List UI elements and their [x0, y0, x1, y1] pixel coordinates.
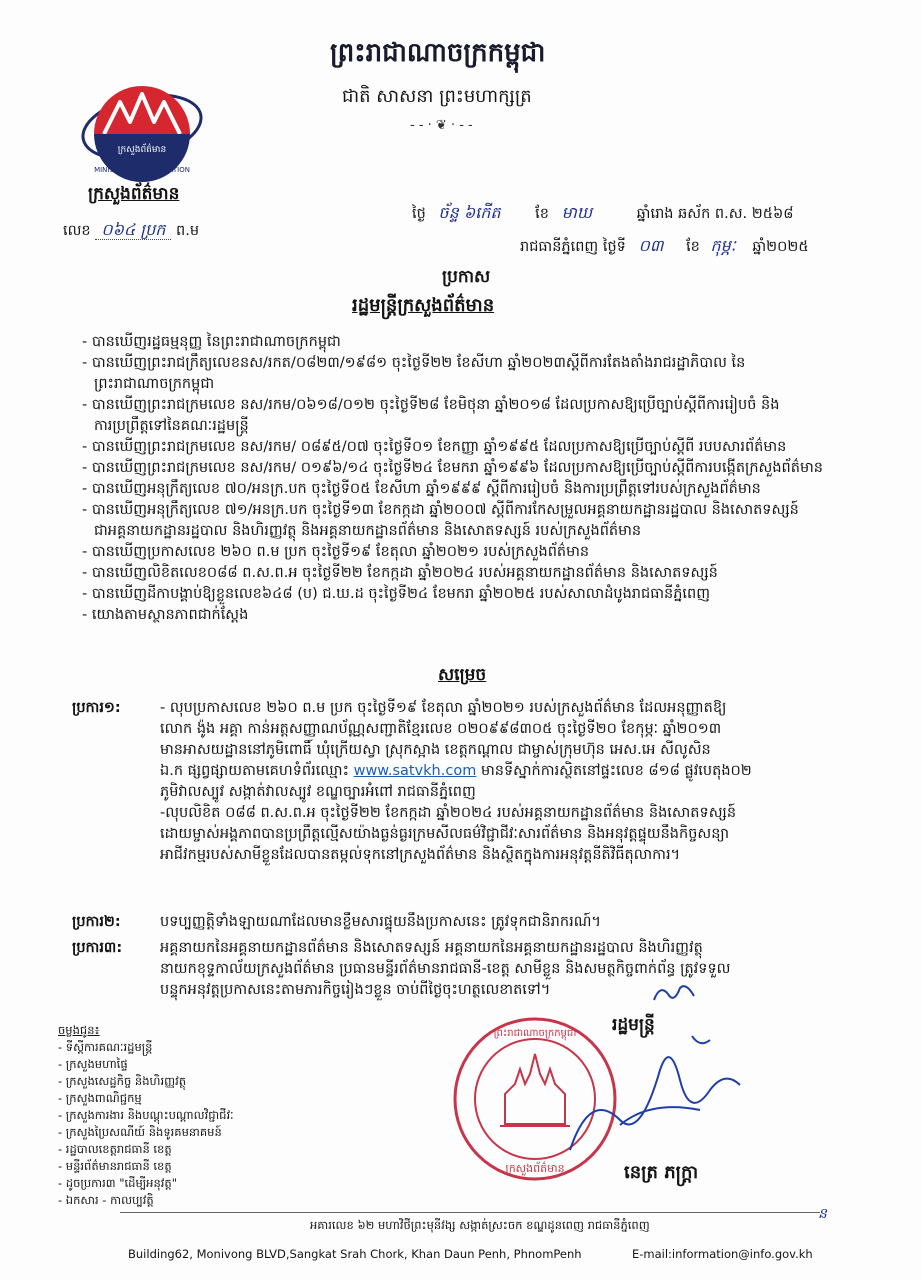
article-1-text: ឯ.ក ផ្សព្វផ្សាយតាមគេហទំព័រឈ្មោះ [160, 763, 349, 779]
seal-text-top: ព្រះរាជាណាចក្រកម្ពុជា [493, 1028, 577, 1039]
article-3-line: អគ្គនាយកនៃអគ្គនាយកដ្ឋានព័ត៌មាន និងសោតទស្សន៍ អគ្គនាយកនៃអគ្គនាយកដ្ឋានរដ្ឋបាល និងហិរញ្ញវត្ថុ [160, 940, 703, 956]
reference-item: - បានឃើញព្រះរាជក្រមលេខ នស/រកម/ ០៨៩៥/០៧ ចុះថ្ងៃទី០១ ខែកញ្ញា ឆ្នាំ១៩៩៥ ដែលប្រកាសឱ្យប្រើច្បាប់ស្តីពី របបសារព័ត៌មាន [82, 439, 787, 455]
article-3-line: បន្ទុកអនុវត្តប្រកាសនេះតាមភារកិច្ចរៀងៗខ្លួន ចាប់ពីថ្ងៃចុះហត្ថលេខាតទៅ។ [160, 982, 551, 998]
cc-item: - ឯកសារ - កាលប្បវត្តិ [58, 1193, 154, 1207]
day-label: ថ្ងៃ [412, 206, 426, 222]
proclamation-title: ប្រកាស [442, 267, 491, 287]
day-num-handwritten: ០៣ [638, 236, 664, 255]
minister-signature [560, 1030, 750, 1160]
ministry-logo [72, 72, 212, 192]
motto: ជាតិ សាសនា ព្រះមហាក្សត្រ [342, 86, 532, 107]
logo-text-en: MINISTRY OF INFORMATION [94, 166, 190, 174]
initial-mark [650, 980, 700, 1010]
article-1-body [160, 698, 900, 866]
reference-item: - បានឃើញលិខិតលេខ០៨៨ ព.ស.ព.អ ចុះថ្ងៃទី២២ ខែកក្កដា ឆ្នាំ២០២៤ របស់អគ្គនាយកដ្ឋានព័ត៌មាន និងសោតទស្សន៍ [82, 565, 718, 581]
place-date-prefix: រាជធានីភ្នំពេញ ថ្ងៃទី [520, 239, 626, 255]
article-3-line: នាយកខុទ្ទកាល័យក្រសួងព័ត៌មាន ប្រធានមន្ទីរព័ត៌មានរាជធានី-ខេត្ត សាមីខ្លួន និងសមត្ថកិច្ចពាក់ព័ន្ធ ត្រូវទទួល [160, 961, 731, 977]
article-1-label: ប្រការ១: [72, 700, 121, 716]
month-label: ខែ [535, 206, 549, 222]
cc-heading: ចម្លងជូន៖ [58, 1023, 100, 1037]
footer-email: E-mail:information@info.gov.kh [632, 1247, 813, 1261]
reference-item: - បានឃើញព្រះរាជក្រមលេខ នស/រកម/០៦១៨/០១២ ចុះថ្ងៃទី២៨ ខែមិថុនា ឆ្នាំ២០១៨ ដែលប្រកាសឱ្យប្រើច្បាប់ស្តីពីការរៀបចំ និង [82, 397, 780, 413]
ref-suffix: ព.ម [176, 223, 200, 239]
article-1-line: មានអាសយដ្ឋាននៅភូមិពោធិ៍ ឃុំក្រើយស្វា ស្រុកស្អាង ខេត្តកណ្តាល ជាម្ចាស់ក្រុមហ៊ុន អេស.អេ សីលូសិន [160, 742, 711, 758]
day-handwritten: ច័ន្ទ ៦កើត [438, 203, 501, 222]
reference-item: - បានឃើញព្រះរាជក្រមលេខ នស/រកម/ ០១៩៦/១៤ ចុះថ្ងៃទី២៤ ខែមករា ឆ្នាំ១៩៩៦ ដែលប្រកាសឱ្យប្រើច្បាប់ស្តីពីការបង្កើតក្រសួងព័ត៌មាន [82, 460, 823, 476]
reference-item: ជាអគ្គនាយកដ្ឋានរដ្ឋបាល និងហិរញ្ញវត្ថុ និងអគ្គនាយកដ្ឋានព័ត៌មាន និងសោតទស្សន៍ របស់ក្រសួងព័ត៌មាន [94, 523, 642, 539]
lunar-year: ឆ្នាំរោង ឆស័ក ព.ស. ២៥៦៨ [636, 206, 794, 222]
header-divider: - - ‧ ❦ ‧ - - [410, 118, 473, 133]
lunar-date-line [412, 203, 794, 224]
article-1-line-with-link [160, 761, 900, 782]
article-3-label: ប្រការ៣: [72, 940, 123, 956]
cc-item: - ទីស្តីការគណៈរដ្ឋមន្ត្រី [58, 1040, 153, 1054]
cc-item: - ដូចប្រការ៣ "ដើម្បីអនុវត្ត" [58, 1176, 178, 1190]
website-link[interactable]: www.satvkh.com [353, 763, 477, 779]
minister-name: នេត្រ ភក្ត្រា [624, 1162, 699, 1183]
month2-handwritten: កុម្ភៈ [710, 236, 736, 255]
ref-prefix: លេខ [63, 223, 91, 239]
reference-item: ការប្រព្រឹត្តទៅនៃគណៈរដ្ឋមន្ត្រី [94, 418, 249, 434]
signature-title: រដ្ឋមន្ត្រី [612, 1015, 655, 1035]
minister-title: រដ្ឋមន្ត្រីក្រសួងព័ត៌មាន [352, 295, 495, 316]
article-1-text: មានទីស្នាក់ការស្ថិតនៅផ្ទះលេខ ៨១៨ ផ្លូវបេតុង០២ [480, 763, 752, 779]
reference-item: - បានឃើញព្រះរាជក្រឹត្យលេខនស/រកត/០៨២៣/១៩៨១ ចុះថ្ងៃទី២២ ខែសីហា ឆ្នាំ២០២៣ស្តីពីការតែងតាំងរាជរដ្ឋាភិបាល នៃ [82, 355, 746, 371]
reference-item: - បានឃើញប្រកាសលេខ ២៦០ ព.ម ប្រក ចុះថ្ងៃទី១៩ ខែតុលា ឆ្នាំ២០២១ របស់ក្រសួងព័ត៌មាន [82, 544, 590, 560]
reference-number [63, 220, 199, 241]
reference-item: - បានឃើញអនុក្រឹត្យលេខ ៧១/អនក្រ.បក ចុះថ្ងៃទី១៣ ខែកក្កដា ឆ្នាំ២០០៧ ស្តីពីការកែសម្រួលអគ្គនាយកដ្ឋានរដ្ឋបាល និងសោតទស្សន៍ [82, 502, 799, 518]
references-list [82, 332, 882, 626]
cc-list [58, 1022, 234, 1209]
footer-address-km: អគារលេខ ៦២ មហាវិថីព្រះមុនីវង្ស សង្កាត់ស្រះចក ខណ្ឌដូនពេញ រាជធានីភ្នំពេញ [310, 1218, 650, 1232]
reference-item: ព្រះរាជាណាចក្រកម្ពុជា [94, 376, 215, 392]
kingdom-title: ព្រះរាជាណាចក្រកម្ពុជា [330, 38, 546, 68]
cc-item: - ក្រសួងពាណិជ្ជកម្ម [58, 1091, 142, 1105]
year: ឆ្នាំ២០២៥ [752, 239, 809, 255]
footer-rule [120, 1212, 820, 1213]
article-1-line: អាជីវកម្មរបស់សាមីខ្លួនដែលបានតម្កល់ទុកនៅក្រសួងព័ត៌មាន និងស្ថិតក្នុងការអនុវត្តនីតិវិធីតុលាការ។ [160, 847, 681, 863]
ref-handwritten: ០៦៤ ប្រក [95, 220, 171, 240]
article-1-line: -លុបលិខិត ០៨៨ ព.ស.ព.អ ចុះថ្ងៃទី២២ ខែកក្កដា ឆ្នាំ២០២៤ របស់អគ្គនាយកដ្ឋានព័ត៌មាន និងសោតទស្សន៍ [160, 805, 737, 821]
footer-initials: ន [818, 1206, 827, 1222]
cc-item: - ក្រសួងការងារ និងបណ្តុះបណ្តាលវិជ្ជាជីវៈ [58, 1108, 234, 1122]
reference-item: - បានឃើញអនុក្រឹត្យលេខ ៧០/អនក្រ.បក ចុះថ្ងៃទី០៥ ខែសីហា ឆ្នាំ១៩៩៩ ស្តីពីការរៀបចំ និងការប្រព្រឹត្តទៅរបស់ក្រសួងព័ត៌មាន [82, 481, 761, 497]
cc-item: - ក្រសួងសេដ្ឋកិច្ច និងហិរញ្ញវត្ថុ [58, 1074, 187, 1088]
seal-text-bottom: ក្រសួងព័ត៌មាន [505, 1162, 565, 1175]
reference-item: - យោងតាមស្ថានភាពជាក់ស្តែង [82, 607, 249, 623]
article-2-label: ប្រការ២: [72, 914, 121, 930]
ministry-name: ក្រសួងព័ត៌មាន [88, 184, 180, 204]
cc-item: - ក្រសួងមហាផ្ទៃ [58, 1057, 128, 1071]
cc-item: - ក្រសួងប្រៃសណីយ៍ និងទូរគមនាគមន៍ [58, 1125, 222, 1139]
cc-item: - មន្ទីរព័ត៌មានរាជធានី ខេត្ត [58, 1159, 172, 1173]
article-3-body [160, 938, 900, 1001]
logo-text-km: ក្រសួងព័ត៌មាន [117, 145, 167, 155]
footer-address-en: Building62, Monivong BLVD,Sangkat Srah Chork, Khan Daun Penh, PhnomPenh [128, 1247, 582, 1261]
reference-item: - បានឃើញដីកាបង្គាប់ឱ្យខ្លួនលេខ៦៤៨ (ប) ជ.ឃ.ដ ចុះថ្ងៃទី២៤ ខែមករា ឆ្នាំ២០២៥ របស់សាលាដំបូងរាជធានីភ្នំពេញ [82, 586, 711, 602]
month-label-2: ខែ [686, 239, 700, 255]
article-2-text: បទប្បញ្ញត្តិទាំងឡាយណាដែលមានខ្លឹមសារផ្ទុយនឹងប្រកាសនេះ ត្រូវទុកជានិរាករណ៍។ [160, 914, 601, 930]
month-handwritten: មាឃ [561, 203, 593, 222]
cc-item: - រដ្ឋបាលខេត្តរាជធានី ខេត្ត [58, 1142, 172, 1156]
article-1-line: ភូមិវាលស្បូវ សង្កាត់វាលស្បូវ ខណ្ឌច្បារអំពៅ រាជធានីភ្នំពេញ [160, 784, 476, 800]
article-1-line: - លុបប្រកាសលេខ ២៦០ ព.ម ប្រក ចុះថ្ងៃទី១៩ ខែតុលា ឆ្នាំ២០២១ របស់ក្រសួងព័ត៌មាន ដែលអនុញ្ញាតឱ្យ [160, 700, 727, 716]
article-1-line: ដោយម្ចាស់អង្គភាពបានប្រព្រឹត្តល្មើសយ៉ាងធ្ងន់ធ្ងរក្រមសីលធម៌វិជ្ជាជីវៈសារព័ត៌មាន និងអនុវត្តផ្ទុយនឹងកិច្ចសន្យា [160, 826, 730, 842]
article-1-line: លោក ង៉ូង អគ្គា កាន់អត្តសញ្ញាណប័ណ្ណសញ្ជាតិខ្មែរលេខ ០២០៩៩៨៣០៥ ចុះថ្ងៃទី២០ ខែកុម្ភៈ ឆ្នាំ២០១៣ [160, 721, 722, 737]
reference-item: - បានឃើញរដ្ឋធម្មនុញ្ញ នៃព្រះរាជាណាចក្រកម្ពុជា [82, 334, 341, 350]
solar-date-line [520, 236, 809, 257]
decision-heading: សម្រេច [438, 665, 487, 685]
